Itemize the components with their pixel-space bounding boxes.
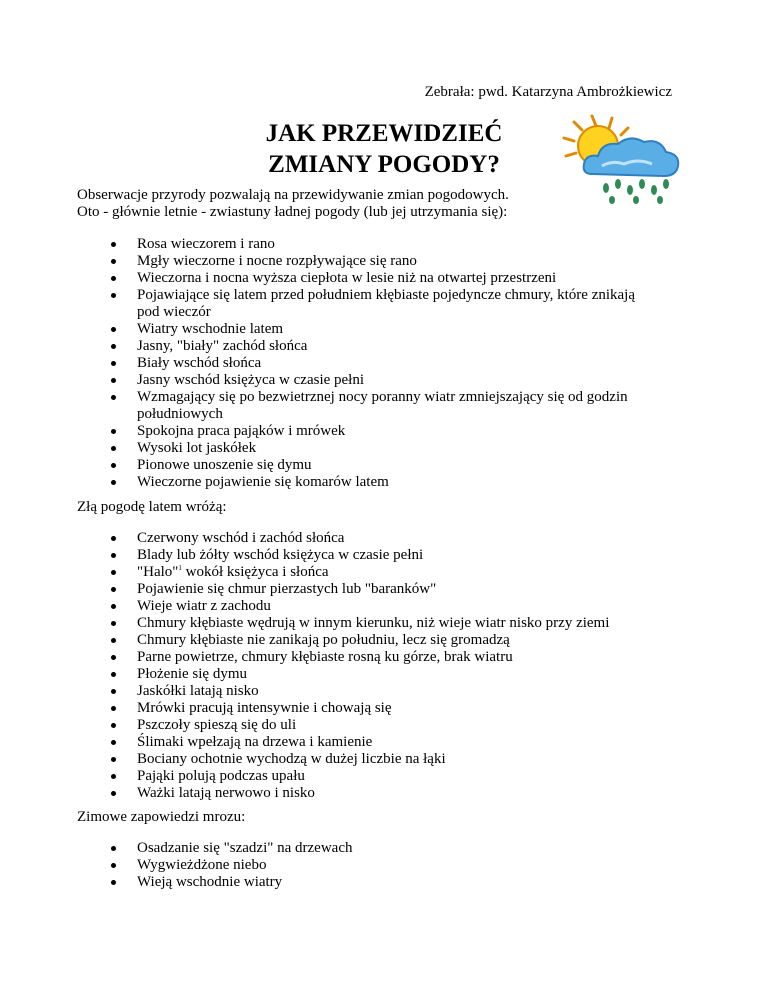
bullet-icon [111,293,116,298]
bullet-icon [111,536,116,541]
list-item: Parne powietrze, chmury kłębiaste rosną ku górze, brak wiatru [77,649,697,666]
bullet-icon [111,276,116,281]
list-item: "Halo"$^1$ wokół księżyca i słońca [77,564,697,581]
list-item: Wieczorne pojawienie się komarów latem [77,474,697,491]
bullet-icon [111,638,116,643]
bad-weather-list [77,530,697,802]
bullet-icon [111,757,116,762]
list-item: Ważki latają nerwowo i nisko [77,785,697,802]
list-item: Chmury kłębiaste wędrują w innym kierunku, niż wieje wiatr nisko przy ziemi [77,615,697,632]
list-item: Wysoki lot jaskółek [77,440,697,457]
bullet-icon [111,553,116,558]
list-item: Wzmagający się po bezwietrznej nocy poranny wiatr zmniejszający się od godzin południowych [77,389,697,423]
bullet-icon [111,463,116,468]
bullet-icon [111,740,116,745]
list-item: Rosa wieczorem i rano [77,236,697,253]
list-item: Pszczoły spieszą się do uli [77,717,697,734]
intro-line-1: Obserwacje przyrody pozwalają na przewidywanie zmian pogodowych. [77,187,509,203]
bullet-icon [111,570,116,575]
list-item: Spokojna praca pająków i mrówek [77,423,697,440]
list-item: Pojawiające się latem przed południem kłębiaste pojedyncze chmury, które znikają pod wieczór [77,287,697,321]
good-weather-list [77,236,697,491]
bullet-icon [111,689,116,694]
list-item: Jasny, "biały" zachód słońca [77,338,697,355]
bullet-icon [111,846,116,851]
bullet-icon [111,587,116,592]
bullet-icon [111,672,116,677]
list-item: Jasny wschód księżyca w czasie pełni [77,372,697,389]
list-item: Bociany ochotnie wychodzą w dużej liczbie na łąki [77,751,697,768]
bullet-icon [111,327,116,332]
list-item: Biały wschód słońca [77,355,697,372]
list-item: Pionowe unoszenie się dymu [77,457,697,474]
bullet-icon [111,655,116,660]
bullet-icon [111,723,116,728]
author-line: Zebrała: pwd. Katarzyna Ambrożkiewicz [424,84,672,100]
bullet-icon [111,446,116,451]
bullet-icon [111,395,116,400]
list-item: Osadzanie się "szadzi" na drzewach [77,840,697,857]
winter-heading: Zimowe zapowiedzi mrozu: [77,809,246,825]
intro-line-2: Oto - głównie letnie - zwiastuny ładnej pogody (lub jej utrzymania się): [77,204,508,220]
bullet-icon [111,621,116,626]
intro-paragraph [77,187,677,221]
list-item: Wieją wschodnie wiatry [77,874,697,891]
title-line-2: ZMIANY POGODY? [268,151,500,178]
bullet-icon [111,242,116,247]
bullet-icon [111,378,116,383]
bullet-icon [111,344,116,349]
list-item: Jaskółki latają nisko [77,683,697,700]
bullet-icon [111,863,116,868]
footnote-mark: 1 [178,564,182,572]
list-item: Czerwony wschód i zachód słońca [77,530,697,547]
bullet-icon [111,259,116,264]
bad-weather-heading: Złą pogodę latem wróżą: [77,499,227,515]
list-item: Wieje wiatr z zachodu [77,598,697,615]
bullet-icon [111,429,116,434]
title-line-1: JAK PRZEWIDZIEĆ [265,120,503,147]
bullet-icon [111,880,116,885]
bullet-icon [111,706,116,711]
list-item: Mgły wieczorne i nocne rozpływające się rano [77,253,697,270]
bullet-icon [111,791,116,796]
list-item: Blady lub żółty wschód księżyca w czasie pełni [77,547,697,564]
winter-list [77,840,697,891]
list-item: Wygwieżdżone niebo [77,857,697,874]
list-item: Mrówki pracują intensywnie i chowają się [77,700,697,717]
list-item: Pojawienie się chmur pierzastych lub "baranków" [77,581,697,598]
bullet-icon [111,480,116,485]
list-item: Chmury kłębiaste nie zanikają po południu, lecz się gromadzą [77,632,697,649]
bullet-icon [111,604,116,609]
bullet-icon [111,361,116,366]
list-item: Wiatry wschodnie latem [77,321,697,338]
bullet-icon [111,774,116,779]
list-item: Płożenie się dymu [77,666,697,683]
list-item: Ślimaki wpełzają na drzewa i kamienie [77,734,697,751]
list-item: Pająki polują podczas upału [77,768,697,785]
list-item: Wieczorna i nocna wyższa ciepłota w lesie niż na otwartej przestrzeni [77,270,697,287]
